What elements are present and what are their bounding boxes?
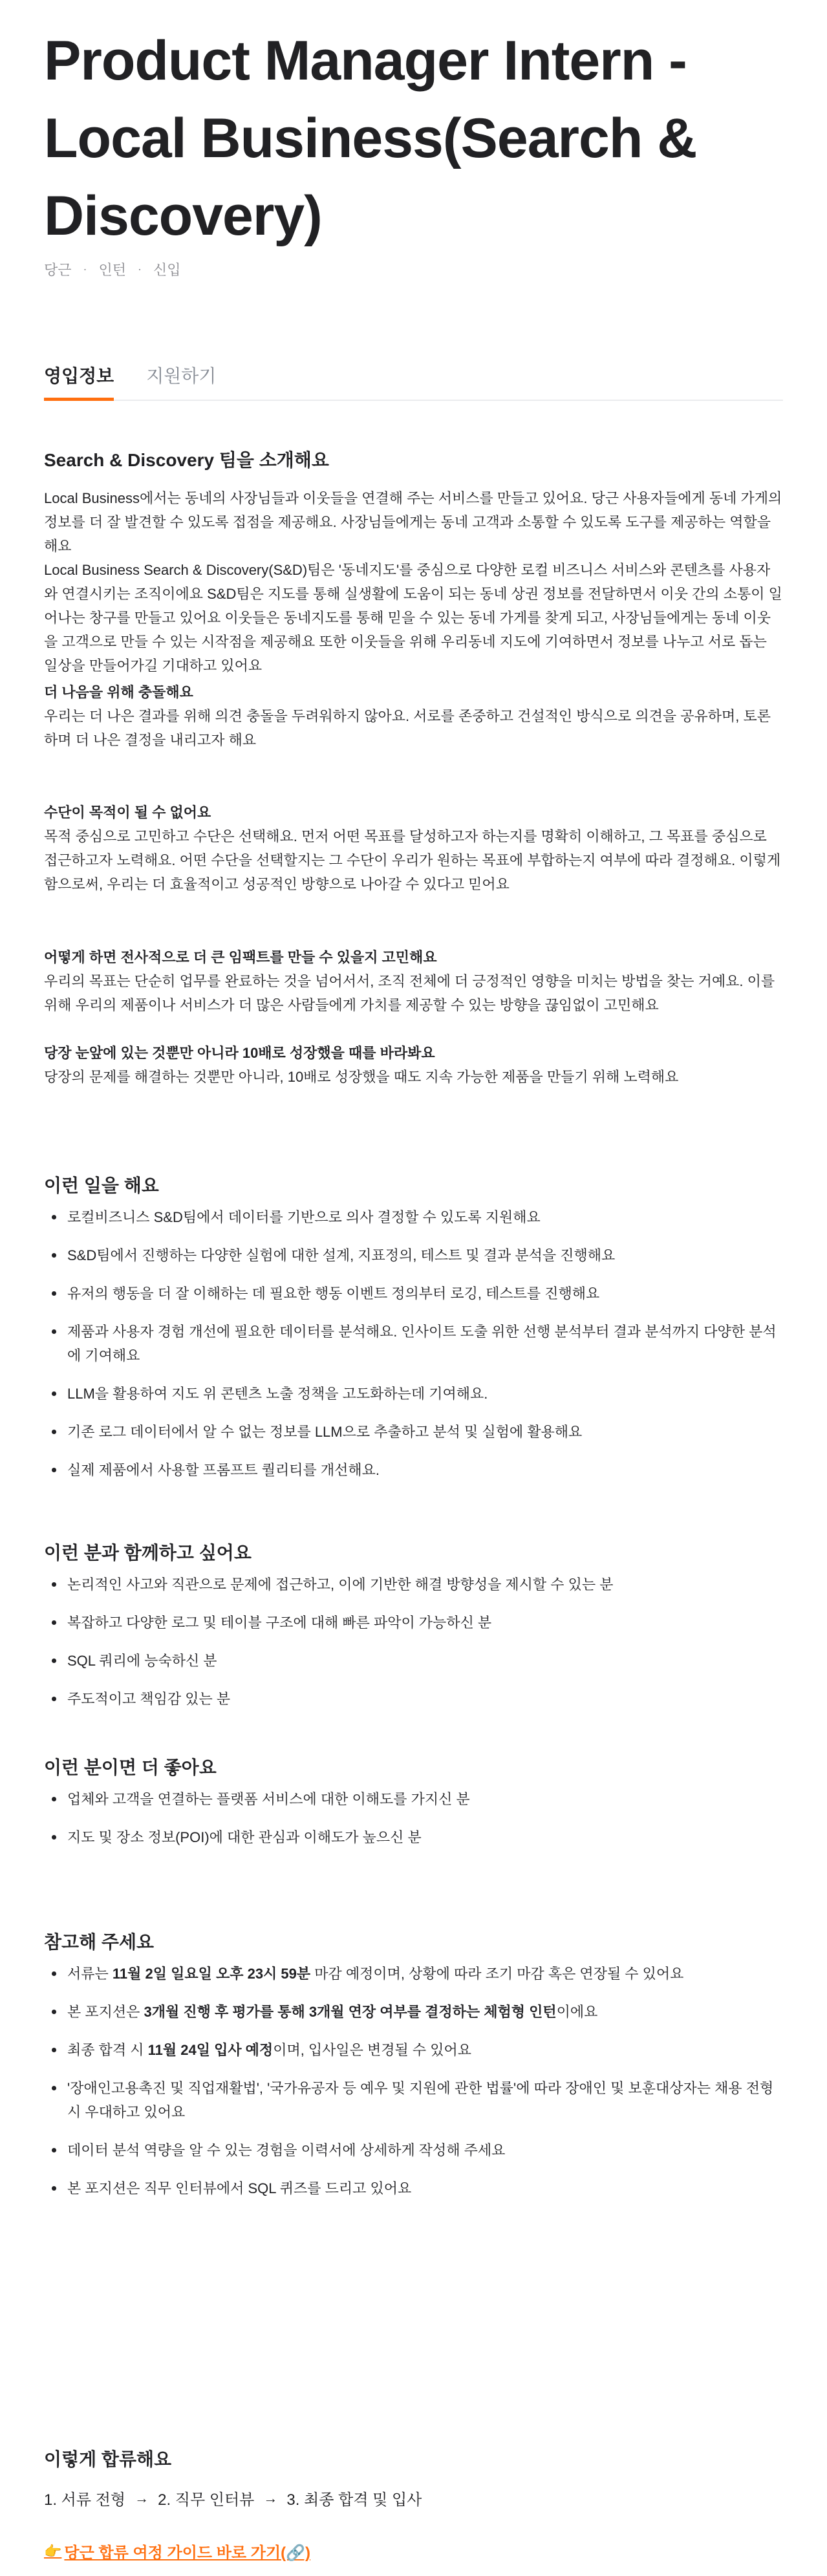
meta-separator: ·	[83, 263, 87, 275]
note-highlight: 3개월 진행 후 평가를 통해 3개월 연장 여부를 결정하는 체험형 인턴	[144, 2004, 557, 2020]
duties-list	[44, 1205, 783, 1496]
duties-title: 이런 일을 해요	[44, 1175, 159, 1196]
value-title-4: 당장 눈앞에 있는 것뿐만 아니라 10배로 성장했을 때를 바라봐요	[44, 1045, 435, 1061]
note-text: 최종 합격 시	[67, 2042, 148, 2058]
list-item: 업체와 고객을 연결하는 플랫폼 서비스에 대한 이해도를 가지신 분	[44, 1787, 783, 1811]
value-title-2: 수단이 목적이 될 수 없어요	[44, 804, 211, 821]
arrow-right-icon: →	[134, 2489, 149, 2506]
process-step: 3. 최종 합격 및 입사	[286, 2491, 422, 2509]
list-item: 제품과 사용자 경험 개선에 필요한 데이터를 분석해요. 인사이트 도출 위한 선행 분석부터 결과 분석까지 다양한 분석에 기여해요	[44, 1320, 783, 1368]
requirements-title: 이런 분과 함께하고 싶어요	[44, 1543, 252, 1563]
list-item	[44, 2000, 783, 2024]
list-item: 복잡하고 다양한 로그 및 테이블 구조에 대해 빠른 파악이 가능하신 분	[44, 1611, 783, 1635]
note-text: 서류는	[67, 1966, 113, 1982]
list-item: 실제 제품에서 사용할 프롬프트 퀄리티를 개선해요.	[44, 1458, 783, 1482]
notes-title: 참고해 주세요	[44, 1932, 155, 1952]
list-item: 기존 로그 데이터에서 알 수 없는 정보를 LLM으로 추출하고 분석 및 실험에 활용해요	[44, 1420, 783, 1444]
process-step: 1. 서류 전형	[44, 2491, 126, 2509]
value-body-3: 우리의 목표는 단순히 업무를 완료하는 것을 넘어서서, 조직 전체에 더 긍정적인 영향을 미치는 방법을 찾는 거예요. 이를 위해 우리의 제품이나 서비스가 더 많은 사람들에게 가치를 제공할 수 있는 방향을 끊임없이 고민해요	[44, 973, 775, 1013]
job-title: Product Manager Intern - Local Business(Search & Discovery)	[44, 30, 697, 247]
arrow-right-icon: →	[263, 2489, 278, 2506]
note-text: 마감 예정이며, 상황에 따라 조기 마감 혹은 연장될 수 있어요	[310, 1966, 684, 1982]
guide-link-label: 당근 합류 여정 가이드 바로 가기(🔗)	[64, 2544, 311, 2562]
list-item: 로컬비즈니스 S&D팀에서 데이터를 기반으로 의사 결정할 수 있도록 지원해요	[44, 1205, 783, 1229]
career-level: 신입	[153, 262, 181, 278]
value-body-2: 목적 중심으로 고민하고 수단은 선택해요. 먼저 어떤 목표를 달성하고자 하는지를 명확히 이해하고, 그 목표를 중심으로 접근하고자 노력해요. 어떤 수단을 선택할지는 그 수단이 우리가 원하는 목표에 부합하는지 여부에 따라 결정해요. 이렇게 함으로써, 우리는 더 효율적이고 성공적인 방향으로 나아갈 수 있다고 믿어요	[44, 828, 781, 892]
tab-apply[interactable]: 지원하기	[146, 366, 217, 386]
list-item: 논리적인 사고와 직관으로 문제에 접근하고, 이에 기반한 해결 방향성을 제시할 수 있는 분	[44, 1572, 783, 1596]
value-body-4: 당장의 문제를 해결하는 것뿐만 아니라, 10배로 성장했을 때도 지속 가능한 제품을 만들기 위해 노력해요	[44, 1069, 679, 1085]
process-title: 이렇게 합류해요	[44, 2449, 172, 2469]
tab-job-info[interactable]: 영입정보	[44, 362, 114, 400]
intro-title: Search & Discovery 팀을 소개해요	[44, 450, 329, 470]
company-name: 당근	[44, 262, 72, 278]
list-item: LLM을 활용하여 지도 위 콘텐츠 노출 정책을 고도화하는데 기여해요.	[44, 1382, 783, 1406]
value-title-3: 어떻게 하면 전사적으로 더 큰 임팩트를 만들 수 있을지 고민해요	[44, 949, 437, 965]
note-highlight: 11월 24일 입사 예정	[147, 2042, 274, 2058]
requirements-list	[44, 1572, 783, 1725]
preferred-list	[44, 1787, 783, 1863]
note-highlight: 11월 2일 일요일 오후 23시 59분	[112, 1966, 311, 1982]
note-text: 이며, 입사일은 변경될 수 있어요	[273, 2042, 472, 2058]
list-item: 지도 및 장소 정보(POI)에 대한 관심과 이해도가 높으신 분	[44, 1825, 783, 1849]
list-item	[44, 2038, 783, 2062]
list-item	[44, 1962, 783, 1986]
list-item: S&D팀에서 진행하는 다양한 실험에 대한 설계, 지표정의, 테스트 및 결과 분석을 진행해요	[44, 1243, 783, 1267]
tab-bar	[44, 362, 783, 401]
list-item: '장애인고용촉진 및 직업재활법', '국가유공자 등 예우 및 지원에 관한 법률'에 따라 장애인 및 보훈대상자는 채용 전형 시 우대하고 있어요	[44, 2076, 783, 2124]
list-item: 주도적이고 책임감 있는 분	[44, 1687, 783, 1711]
notes-list	[44, 1962, 783, 2215]
list-item: 유저의 행동을 더 잘 이해하는 데 필요한 행동 이벤트 정의부터 로깅, 테스트를 진행해요	[44, 1282, 783, 1305]
employment-type: 인턴	[98, 262, 127, 278]
intro-paragraph-1: Local Business에서는 동네의 사장님들과 이웃들을 연결해 주는 서비스를 만들고 있어요. 당근 사용자들에게 동네 가게의 정보를 더 잘 발견할 수 있도록 접점을 제공해요. 사장님들에게는 동네 고객과 소통할 수 있도록 도구를 제공하는 역할을 해요	[44, 490, 782, 554]
note-text: 이에요	[556, 2004, 598, 2020]
meta-separator: ·	[138, 263, 142, 275]
preferred-title: 이런 분이면 더 좋아요	[44, 1757, 217, 1777]
list-item: 데이터 분석 역량을 알 수 있는 경험을 이력서에 상세하게 작성해 주세요	[44, 2138, 783, 2162]
pointing-hand-icon: 👉	[44, 2542, 62, 2559]
intro-paragraph-2: Local Business Search & Discovery(S&D)팀은 '동네지도'를 중심으로 다양한 로컬 비즈니스 서비스와 콘텐츠를 사용자와 연결시키는 조직이에요 S&D팀은 지도를 통해 실생활에 도움이 되는 동네 상권 정보를 전달하면서 이웃 간의 소통이 일어나는 창구를 만들고 있어요 이웃들은 동네지도를 통해 믿을 수 있는 동네 가게를 찾게 되고, 사장님들에게는 동네 이웃을 고객으로 만들 수 있는 시작점을 제공해요 또한 이웃들을 위해 우리동네 지도에 기여하면서 정보를 나누고 서로 돕는 일상을 만들어가길 기대하고 있어요	[44, 562, 782, 674]
list-item: SQL 쿼리에 능숙하신 분	[44, 1649, 783, 1673]
hiring-process	[44, 2487, 422, 2509]
value-title-1: 더 나음을 위해 충돌해요	[44, 684, 193, 700]
note-text: 본 포지션은	[67, 2004, 144, 2020]
value-body-1: 우리는 더 나은 결과를 위해 의견 충돌을 두려워하지 않아요. 서로를 존중하고 건설적인 방식으로 의견을 공유하며, 토론하며 더 나은 결정을 내리고자 해요	[44, 708, 771, 748]
list-item: 본 포지션은 직무 인터뷰에서 SQL 퀴즈를 드리고 있어요	[44, 2176, 783, 2200]
onboarding-guide-link[interactable]	[44, 2540, 310, 2562]
process-step: 2. 직무 인터뷰	[158, 2491, 255, 2509]
job-meta	[44, 259, 181, 279]
